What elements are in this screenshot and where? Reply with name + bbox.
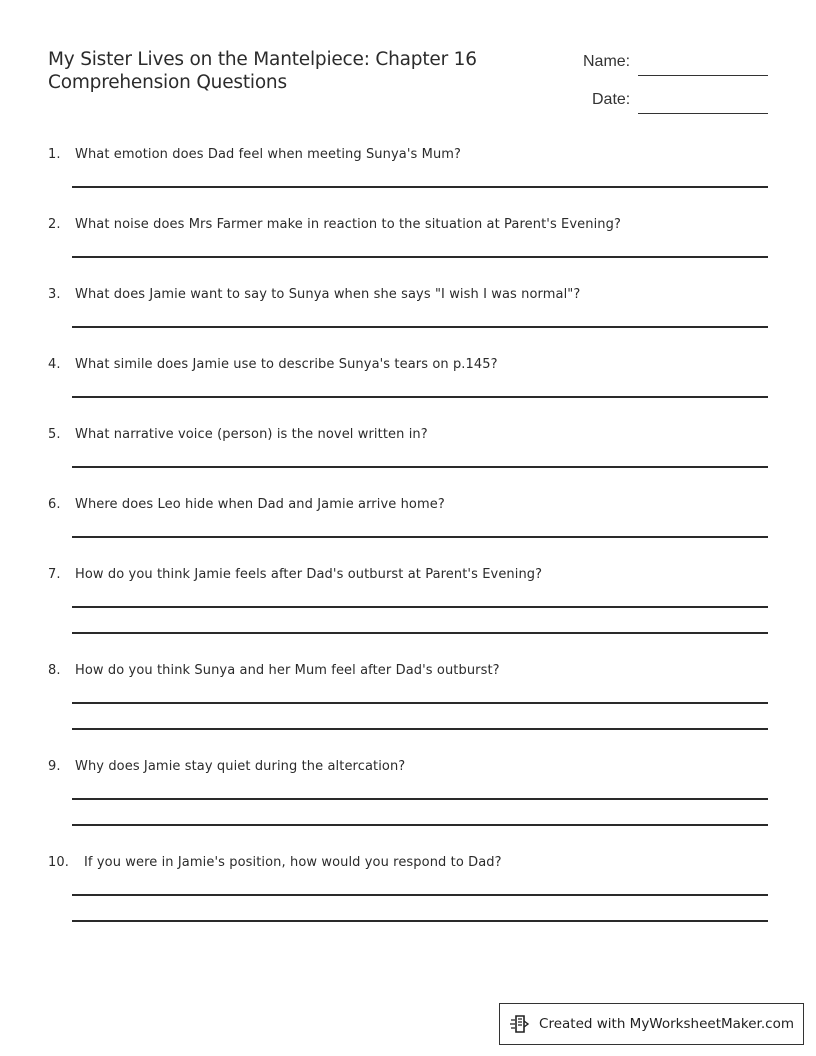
answer-line-5[interactable] [72, 466, 768, 468]
question-number: 10. [48, 855, 69, 870]
answer-line-9a[interactable] [72, 798, 768, 800]
question-7 [48, 567, 542, 582]
question-number: 4. [48, 357, 61, 372]
question-number: 8. [48, 663, 61, 678]
answer-line-10b[interactable] [72, 920, 768, 922]
question-number: 2. [48, 217, 61, 232]
question-text: How do you think Jamie feels after Dad's outburst at Parent's Evening? [75, 567, 543, 582]
question-text: What emotion does Dad feel when meeting Sunya's Mum? [75, 147, 462, 162]
question-6 [48, 497, 445, 512]
title-line-1: My Sister Lives on the Mantelpiece: Chapter 16 [48, 49, 477, 70]
answer-line-8a[interactable] [72, 702, 768, 704]
question-text: Why does Jamie stay quiet during the altercation? [75, 759, 406, 774]
name-label: Name: [583, 53, 631, 70]
question-text: What simile does Jamie use to describe Sunya's tears on p.145? [75, 357, 498, 372]
question-8 [48, 663, 500, 678]
date-field-line[interactable] [638, 113, 768, 114]
answer-line-9b[interactable] [72, 824, 768, 826]
question-number: 1. [48, 147, 61, 162]
question-number: 6. [48, 497, 61, 512]
question-number: 3. [48, 287, 61, 302]
worksheet-title [48, 48, 528, 94]
question-text: What narrative voice (person) is the novel written in? [75, 427, 428, 442]
answer-line-6[interactable] [72, 536, 768, 538]
answer-line-10a[interactable] [72, 894, 768, 896]
answer-line-3[interactable] [72, 326, 768, 328]
badge-text: Created with MyWorksheetMaker.com [539, 1016, 794, 1032]
question-3 [48, 287, 580, 302]
question-number: 5. [48, 427, 61, 442]
question-10 [48, 855, 502, 870]
worksheet-maker-logo-icon [509, 1013, 531, 1035]
created-with-badge[interactable] [499, 1003, 804, 1045]
question-number: 9. [48, 759, 61, 774]
answer-line-2[interactable] [72, 256, 768, 258]
answer-line-1[interactable] [72, 186, 768, 188]
question-5 [48, 427, 428, 442]
question-number: 7. [48, 567, 61, 582]
answer-line-4[interactable] [72, 396, 768, 398]
question-text: Where does Leo hide when Dad and Jamie arrive home? [75, 497, 445, 512]
answer-line-7a[interactable] [72, 606, 768, 608]
question-text: What noise does Mrs Farmer make in reaction to the situation at Parent's Evening? [75, 217, 621, 232]
title-line-2: Comprehension Questions [48, 72, 287, 93]
question-text: What does Jamie want to say to Sunya when she says "I wish I was normal"? [75, 287, 581, 302]
name-field-line[interactable] [638, 75, 768, 76]
question-text: If you were in Jamie's position, how would you respond to Dad? [84, 855, 502, 870]
question-1 [48, 147, 461, 162]
question-text: How do you think Sunya and her Mum feel after Dad's outburst? [75, 663, 500, 678]
date-label: Date: [592, 91, 631, 108]
answer-line-7b[interactable] [72, 632, 768, 634]
answer-line-8b[interactable] [72, 728, 768, 730]
question-4 [48, 357, 498, 372]
question-2 [48, 217, 621, 232]
question-9 [48, 759, 405, 774]
